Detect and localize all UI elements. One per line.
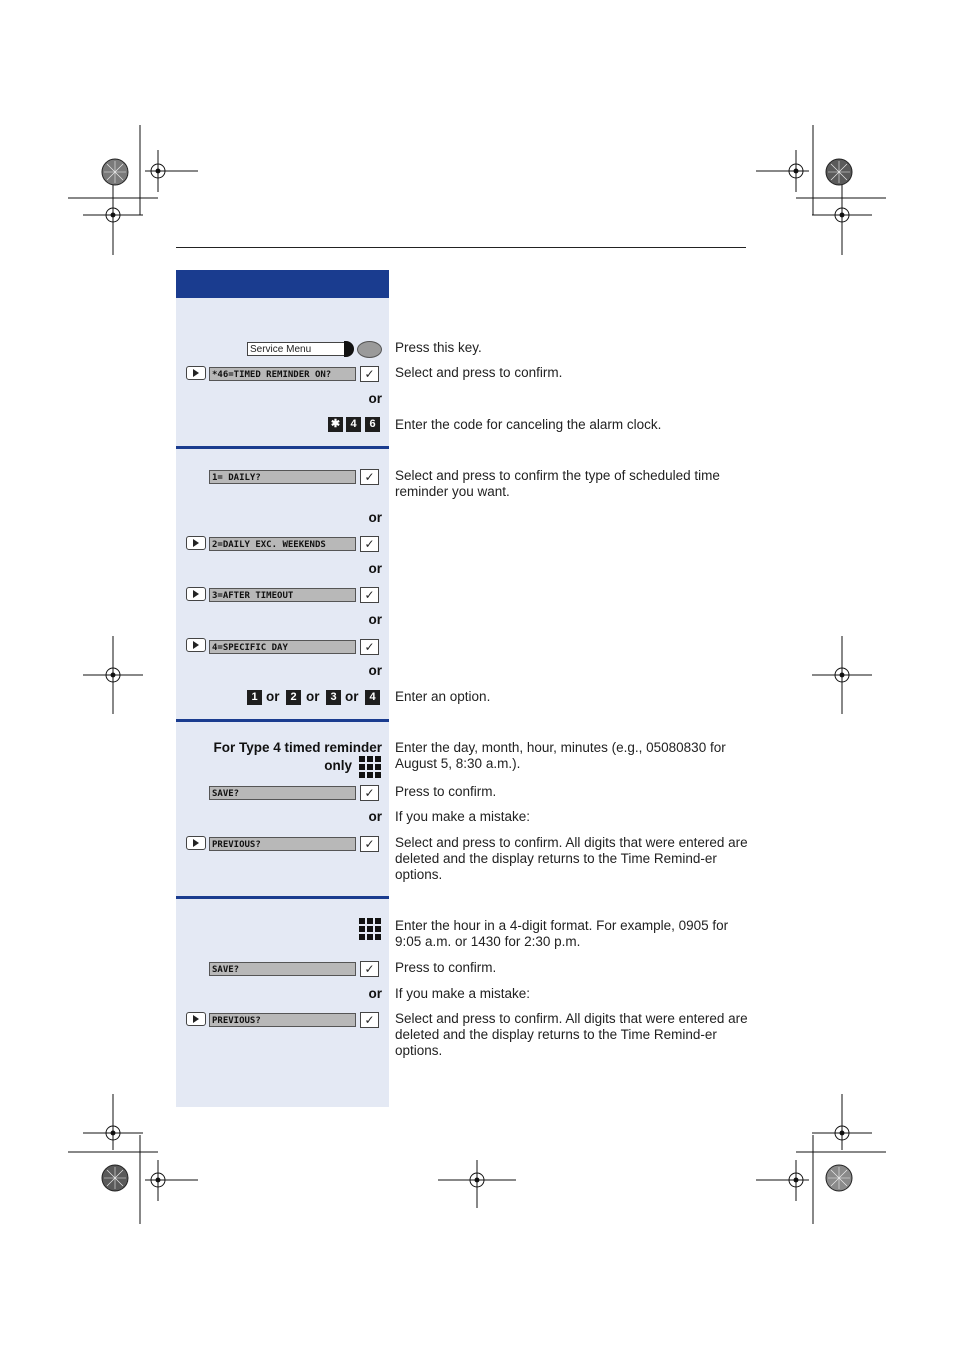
confirm-check-icon[interactable]: ✓	[360, 785, 379, 801]
display-daily[interactable]: 1= DAILY?	[209, 470, 356, 484]
step-code-desc: Enter the code for canceling the alarm clock.	[395, 417, 662, 432]
or-label: or	[368, 391, 382, 406]
key-2[interactable]: 2	[286, 690, 301, 705]
key-1[interactable]: 1	[247, 690, 262, 705]
previous-desc: Select and press to confirm. All digits that were entered are deleted and the display returns to the Time Remind-er options.	[395, 835, 748, 882]
header-rule	[176, 247, 746, 248]
hour-desc: Enter the hour in a 4-digit format. For example, 0905 for 9:05 a.m. or 1430 for 2:30 p.m.	[395, 918, 729, 949]
confirm-check-icon[interactable]: ✓	[360, 961, 379, 977]
key-3[interactable]: 3	[326, 690, 341, 705]
save-desc: Press to confirm.	[395, 960, 497, 975]
display-save[interactable]: SAVE?	[209, 786, 356, 800]
scroll-arrow-icon[interactable]	[186, 836, 206, 850]
or-label: or	[368, 561, 382, 576]
type4-label: For Type 4 timed reminder	[213, 740, 382, 755]
mistake-desc: If you make a mistake:	[395, 986, 531, 1001]
scroll-arrow-icon[interactable]	[186, 638, 206, 652]
confirm-check-icon[interactable]: ✓	[360, 366, 379, 382]
display-save[interactable]: SAVE?	[209, 962, 356, 976]
or-label: or	[345, 689, 359, 704]
or-label: or	[368, 986, 382, 1001]
scroll-arrow-icon[interactable]	[186, 1012, 206, 1026]
or-label: or	[368, 809, 382, 824]
type4-label-only: only	[324, 758, 352, 773]
star-key[interactable]: ✱	[328, 417, 343, 432]
confirm-check-icon[interactable]: ✓	[360, 639, 379, 655]
display-previous[interactable]: PREVIOUS?	[209, 1013, 356, 1027]
display-previous[interactable]: PREVIOUS?	[209, 837, 356, 851]
keypad-icon[interactable]	[359, 918, 381, 940]
option-keys-desc: Enter an option.	[395, 689, 491, 704]
keypad-icon[interactable]	[359, 756, 381, 778]
or-label: or	[306, 689, 320, 704]
key-6[interactable]: 6	[365, 417, 380, 432]
scroll-arrow-icon[interactable]	[186, 536, 206, 550]
or-label: or	[266, 689, 280, 704]
section-header-band	[176, 270, 389, 298]
or-label: or	[368, 663, 382, 678]
key-4[interactable]: 4	[346, 417, 361, 432]
display-timed-reminder[interactable]: *46=TIMED REMINDER ON?	[209, 367, 356, 381]
section-divider	[176, 446, 389, 449]
step-select-desc: Select and press to confirm.	[395, 365, 563, 380]
confirm-check-icon[interactable]: ✓	[360, 1012, 379, 1028]
confirm-check-icon[interactable]: ✓	[360, 469, 379, 485]
or-label: or	[368, 612, 382, 627]
section-divider	[176, 719, 389, 722]
confirm-check-icon[interactable]: ✓	[360, 536, 379, 552]
section-divider	[176, 896, 389, 899]
service-menu-label: Service Menu	[247, 342, 346, 356]
confirm-check-icon[interactable]: ✓	[360, 587, 379, 603]
service-menu-key[interactable]	[357, 341, 382, 358]
options-desc: Select and press to confirm the type of scheduled time reminder you want.	[395, 468, 720, 499]
scroll-arrow-icon[interactable]	[186, 587, 206, 601]
mistake-desc: If you make a mistake:	[395, 809, 531, 824]
step-press-key-desc: Press this key.	[395, 340, 482, 355]
scroll-arrow-icon[interactable]	[186, 366, 206, 380]
type4-desc: Enter the day, month, hour, minutes (e.g., 05080830 for August 5, 8:30 a.m.).	[395, 740, 726, 771]
crosshair-top-left	[145, 150, 198, 192]
or-label: or	[368, 510, 382, 525]
confirm-check-icon[interactable]: ✓	[360, 836, 379, 852]
previous-desc: Select and press to confirm. All digits that were entered are deleted and the display returns to the Time Remind-er options.	[395, 1011, 748, 1058]
display-after-timeout[interactable]: 3=AFTER TIMEOUT	[209, 588, 356, 602]
display-specific-day[interactable]: 4=SPECIFIC DAY	[209, 640, 356, 654]
key-4[interactable]: 4	[365, 690, 380, 705]
display-weekends[interactable]: 2=DAILY EXC. WEEKENDS	[209, 537, 356, 551]
save-desc: Press to confirm.	[395, 784, 497, 799]
